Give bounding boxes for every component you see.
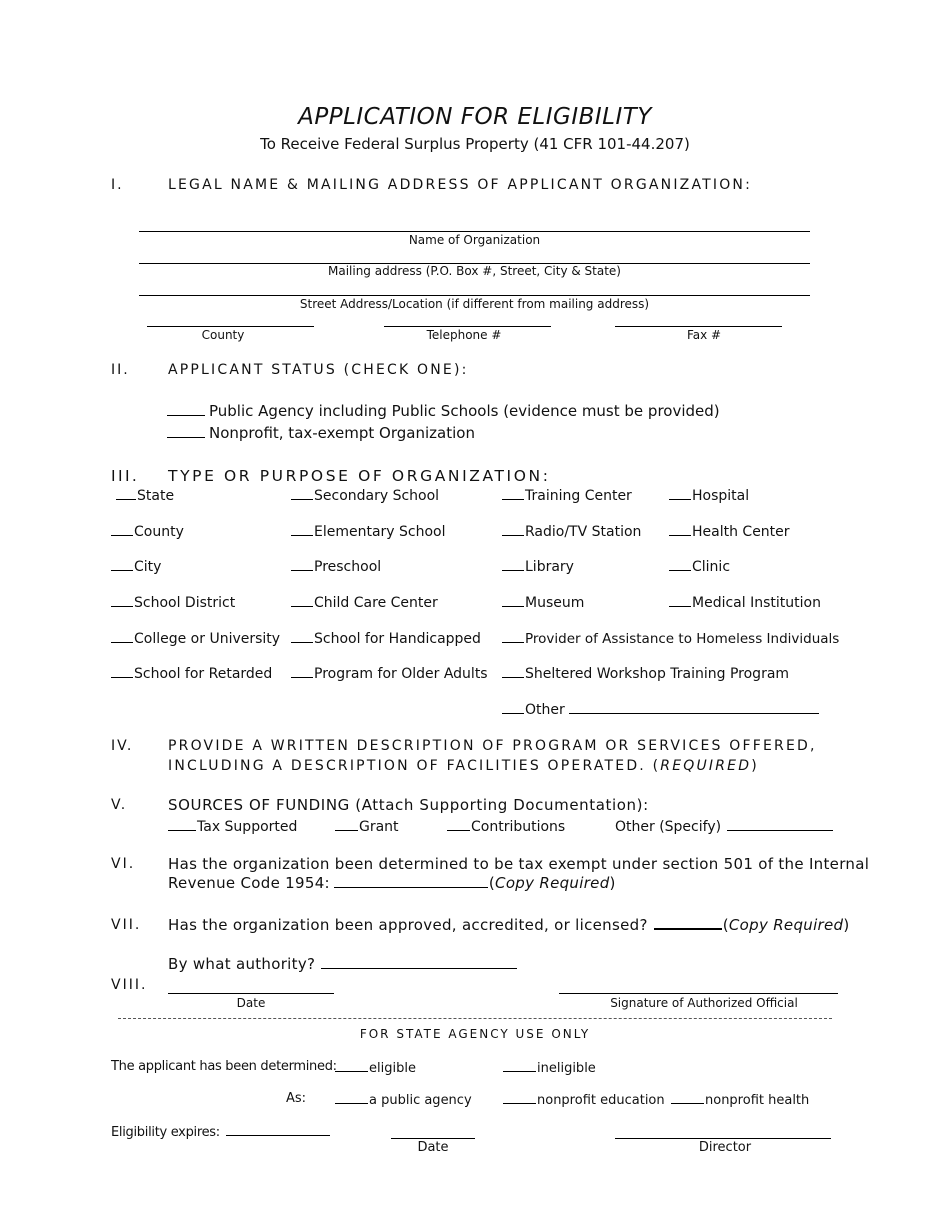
signature-field[interactable] — [559, 993, 838, 994]
type-other-specify-field[interactable] — [569, 701, 819, 714]
fax-caption: Fax # — [686, 328, 722, 342]
telephone-caption: Telephone # — [426, 328, 502, 342]
director-field[interactable] — [615, 1138, 831, 1139]
required-note: REQUIRED — [660, 758, 752, 774]
as-nonprofit-health[interactable]: nonprofit health — [671, 1091, 809, 1108]
type-option-preschool[interactable]: Preschool — [291, 558, 381, 575]
mailing-address-caption: Mailing address (P.O. Box #, Street, City & State) — [327, 264, 621, 278]
type-option-child-care-center[interactable]: Child Care Center — [291, 594, 438, 611]
county-caption: County — [201, 328, 245, 342]
determined-ineligible[interactable]: ineligible — [503, 1059, 596, 1076]
section-2-heading: APPLICANT STATUS (CHECK ONE): — [168, 362, 469, 378]
copy-required-note-7: Copy Required — [728, 916, 844, 934]
director-caption: Director — [698, 1140, 752, 1155]
section-4-line2: INCLUDING A DESCRIPTION OF FACILITIES OPERATED. (REQUIRED) — [168, 758, 759, 774]
section-6-line2: Revenue Code 1954: (Copy Required) — [168, 874, 616, 892]
status-option-public-label: Public Agency including Public Schools (evidence must be provided) — [209, 402, 720, 420]
type-option-library[interactable]: Library — [502, 558, 574, 575]
determined-label: The applicant has been determined: — [111, 1059, 337, 1074]
section-1-number: I. — [111, 177, 124, 193]
type-option-clinic[interactable]: Clinic — [669, 558, 730, 575]
type-option-school-district[interactable]: School District — [111, 594, 235, 611]
street-address-caption: Street Address/Location (if different from mailing address) — [299, 297, 650, 311]
section-7-number: VII. — [111, 917, 142, 933]
section-8-number: VIII. — [111, 977, 148, 993]
type-option-state[interactable]: State — [116, 487, 174, 504]
expires-row: Eligibility expires: — [111, 1123, 331, 1140]
telephone-field[interactable] — [384, 326, 551, 327]
type-option-radio-tv-station[interactable]: Radio/TV Station — [502, 523, 641, 540]
section-5-heading: SOURCES OF FUNDING (Attach Supporting Documentation): — [168, 796, 649, 814]
funding-tax-supported[interactable]: Tax Supported — [168, 818, 297, 835]
type-option-health-center[interactable]: Health Center — [669, 523, 790, 540]
expires-field[interactable] — [226, 1123, 330, 1136]
copy-required-note: Copy Required — [495, 874, 610, 892]
state-use-heading: FOR STATE AGENCY USE ONLY — [359, 1027, 591, 1041]
page-title: APPLICATION FOR ELIGIBILITY — [298, 104, 652, 130]
accredited-field[interactable] — [654, 916, 722, 930]
type-option-secondary-school[interactable]: Secondary School — [291, 487, 439, 504]
type-option-homeless-assistance[interactable]: Provider of Assistance to Homeless Individuals — [502, 630, 839, 647]
authority-field[interactable] — [321, 956, 517, 969]
organization-name-caption: Name of Organization — [408, 233, 541, 247]
status-option-public-agency[interactable] — [167, 402, 720, 420]
section-6-line1: Has the organization been determined to be tax exempt under section 501 of the Internal — [168, 855, 870, 873]
type-option-sheltered-workshop[interactable]: Sheltered Workshop Training Program — [502, 665, 789, 682]
status-option-nonprofit[interactable] — [167, 424, 475, 442]
as-nonprofit-education[interactable]: nonprofit education — [503, 1091, 665, 1108]
authority-row: By what authority? — [168, 955, 518, 973]
status-option-nonprofit-label: Nonprofit, tax-exempt Organization — [209, 424, 475, 442]
funding-other-field[interactable] — [727, 818, 833, 831]
as-label: As: — [286, 1091, 307, 1106]
type-option-elementary-school[interactable]: Elementary School — [291, 523, 446, 540]
type-option-school-handicapped[interactable]: School for Handicapped — [291, 630, 481, 647]
section-4-line1: PROVIDE A WRITTEN DESCRIPTION OF PROGRAM OR SERVICES OFFERED, — [168, 738, 817, 754]
type-option-older-adults[interactable]: Program for Older Adults — [291, 665, 488, 682]
type-option-school-retarded[interactable]: School for Retarded — [111, 665, 272, 682]
county-field[interactable] — [147, 326, 314, 327]
signature-date-field[interactable] — [168, 993, 334, 994]
signature-date-caption: Date — [236, 996, 266, 1010]
type-option-medical-institution[interactable]: Medical Institution — [669, 594, 821, 611]
funding-contributions[interactable]: Contributions — [447, 818, 565, 835]
type-option-museum[interactable]: Museum — [502, 594, 584, 611]
status-checkbox-public[interactable] — [167, 403, 205, 416]
section-2-number: II. — [111, 362, 130, 378]
type-option-other[interactable]: Other — [502, 701, 820, 718]
tax-exempt-field[interactable] — [334, 875, 488, 888]
section-1-heading: LEGAL NAME & MAILING ADDRESS OF APPLICANT ORGANIZATION: — [168, 177, 753, 193]
page-subtitle: To Receive Federal Surplus Property (41 CFR 101-44.207) — [260, 135, 690, 153]
type-option-city[interactable]: City — [111, 558, 161, 575]
as-public-agency[interactable]: a public agency — [335, 1091, 472, 1108]
signature-caption: Signature of Authorized Official — [610, 996, 798, 1010]
street-address-field[interactable] — [139, 295, 810, 296]
state-date-caption: Date — [417, 1140, 449, 1155]
type-option-training-center[interactable]: Training Center — [502, 487, 632, 504]
funding-other[interactable]: Other (Specify) — [615, 818, 834, 835]
funding-grant[interactable]: Grant — [335, 818, 399, 835]
organization-name-field[interactable] — [139, 231, 810, 232]
section-5-number: V. — [111, 797, 128, 813]
type-option-college-university[interactable]: College or University — [111, 630, 280, 647]
type-option-hospital[interactable]: Hospital — [669, 487, 749, 504]
section-6-number: VI. — [111, 856, 136, 872]
fax-field[interactable] — [615, 326, 782, 327]
determined-eligible[interactable]: eligible — [335, 1059, 416, 1076]
section-7-question: Has the organization been approved, accredited, or licensed? (Copy Required) — [168, 916, 850, 934]
section-divider — [118, 1018, 832, 1019]
section-4-number: IV. — [111, 738, 134, 754]
section-3-number: III. — [111, 467, 140, 485]
state-date-field[interactable] — [391, 1138, 475, 1139]
type-option-county[interactable]: County — [111, 523, 184, 540]
section-3-heading: TYPE OR PURPOSE OF ORGANIZATION: — [168, 467, 551, 485]
status-checkbox-nonprofit[interactable] — [167, 425, 205, 438]
